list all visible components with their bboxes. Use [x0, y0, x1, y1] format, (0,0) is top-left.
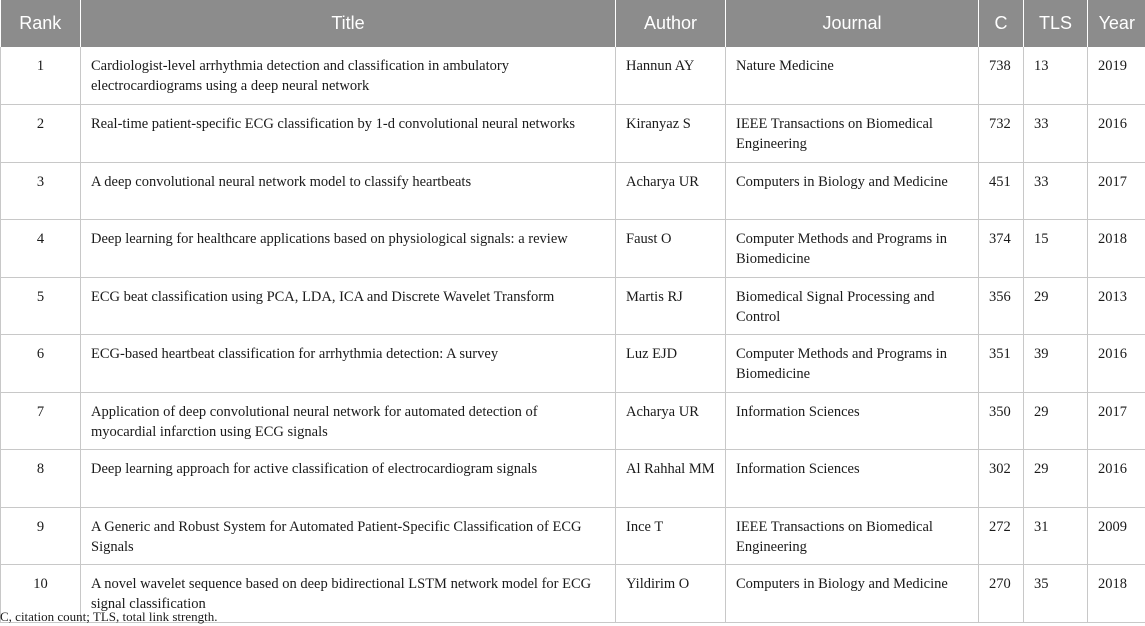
cell-tls: 15 — [1024, 220, 1088, 278]
cell-journal: Information Sciences — [726, 392, 979, 450]
table-row — [1, 105, 1145, 163]
cell-citations: 451 — [979, 162, 1024, 220]
cell-citations: 351 — [979, 335, 1024, 393]
cell-author: Martis RJ — [616, 277, 726, 335]
table-row — [1, 507, 1145, 565]
cell-author: Al Rahhal MM — [616, 450, 726, 508]
header-row — [1, 0, 1145, 47]
cell-tls: 29 — [1024, 277, 1088, 335]
cell-journal: IEEE Transactions on Biomedical Engineering — [726, 507, 979, 565]
header-author: Author — [616, 0, 726, 47]
cell-year: 2017 — [1088, 162, 1145, 220]
cell-citations: 302 — [979, 450, 1024, 508]
cell-tls: 31 — [1024, 507, 1088, 565]
table-body — [1, 47, 1145, 622]
cell-author: Yildirim O — [616, 565, 726, 623]
cell-author: Acharya UR — [616, 162, 726, 220]
cell-title: ECG beat classification using PCA, LDA, ICA and Discrete Wavelet Transform — [81, 277, 616, 335]
cell-journal: Computer Methods and Programs in Biomedicine — [726, 335, 979, 393]
cell-title: Deep learning for healthcare applications based on physiological signals: a review — [81, 220, 616, 278]
header-title: Title — [81, 0, 616, 47]
table-row — [1, 277, 1145, 335]
cell-citations: 374 — [979, 220, 1024, 278]
table-row — [1, 392, 1145, 450]
cell-rank: 3 — [1, 162, 81, 220]
cell-rank: 9 — [1, 507, 81, 565]
cell-rank: 8 — [1, 450, 81, 508]
cell-title: ECG-based heartbeat classification for arrhythmia detection: A survey — [81, 335, 616, 393]
cell-year: 2018 — [1088, 220, 1145, 278]
cell-rank: 10 — [1, 565, 81, 623]
cell-journal: Information Sciences — [726, 450, 979, 508]
table-row — [1, 47, 1145, 105]
cell-author: Luz EJD — [616, 335, 726, 393]
cell-rank: 4 — [1, 220, 81, 278]
cell-citations: 270 — [979, 565, 1024, 623]
cell-tls: 29 — [1024, 392, 1088, 450]
cell-tls: 29 — [1024, 450, 1088, 508]
header-year: Year — [1088, 0, 1145, 47]
cell-rank: 6 — [1, 335, 81, 393]
cell-year: 2016 — [1088, 105, 1145, 163]
cell-citations: 350 — [979, 392, 1024, 450]
cell-title: A deep convolutional neural network model to classify heartbeats — [81, 162, 616, 220]
cell-tls: 13 — [1024, 47, 1088, 105]
cell-year: 2009 — [1088, 507, 1145, 565]
cell-journal: Nature Medicine — [726, 47, 979, 105]
cell-title: A Generic and Robust System for Automated Patient-Specific Classification of ECG Signals — [81, 507, 616, 565]
cell-rank: 2 — [1, 105, 81, 163]
cell-rank: 5 — [1, 277, 81, 335]
cell-journal: Computers in Biology and Medicine — [726, 565, 979, 623]
cell-citations: 272 — [979, 507, 1024, 565]
cell-citations: 356 — [979, 277, 1024, 335]
header-rank: Rank — [1, 0, 81, 47]
cell-author: Acharya UR — [616, 392, 726, 450]
cell-year: 2016 — [1088, 450, 1145, 508]
header-tls: TLS — [1024, 0, 1088, 47]
cell-tls: 39 — [1024, 335, 1088, 393]
cell-rank: 1 — [1, 47, 81, 105]
cell-year: 2018 — [1088, 565, 1145, 623]
cell-year: 2017 — [1088, 392, 1145, 450]
cell-year: 2016 — [1088, 335, 1145, 393]
cell-author: Hannun AY — [616, 47, 726, 105]
table-row — [1, 335, 1145, 393]
table-row — [1, 162, 1145, 220]
cell-citations: 732 — [979, 105, 1024, 163]
cell-year: 2013 — [1088, 277, 1145, 335]
cell-journal: Computers in Biology and Medicine — [726, 162, 979, 220]
cell-author: Kiranyaz S — [616, 105, 726, 163]
cell-journal: Computer Methods and Programs in Biomedicine — [726, 220, 979, 278]
cell-journal: IEEE Transactions on Biomedical Engineering — [726, 105, 979, 163]
cell-tls: 33 — [1024, 162, 1088, 220]
cell-title: Real-time patient-specific ECG classification by 1-d convolutional neural networks — [81, 105, 616, 163]
cell-tls: 35 — [1024, 565, 1088, 623]
cell-citations: 738 — [979, 47, 1024, 105]
cell-rank: 7 — [1, 392, 81, 450]
header-c: C — [979, 0, 1024, 47]
cell-title: A novel wavelet sequence based on deep bidirectional LSTM network model for ECG signal classification — [81, 565, 616, 623]
cell-journal: Biomedical Signal Processing and Control — [726, 277, 979, 335]
cell-title: Deep learning approach for active classification of electrocardiogram signals — [81, 450, 616, 508]
cell-title: Cardiologist-level arrhythmia detection and classification in ambulatory electrocardiograms using a deep neural network — [81, 47, 616, 105]
cell-tls: 33 — [1024, 105, 1088, 163]
cell-author: Ince T — [616, 507, 726, 565]
cell-year: 2019 — [1088, 47, 1145, 105]
header-journal: Journal — [726, 0, 979, 47]
table-row — [1, 220, 1145, 278]
cell-title: Application of deep convolutional neural network for automated detection of myocardial infarction using ECG signals — [81, 392, 616, 450]
table-row — [1, 450, 1145, 508]
table-footnote: C, citation count; TLS, total link strength. — [0, 609, 218, 624]
cell-author: Faust O — [616, 220, 726, 278]
